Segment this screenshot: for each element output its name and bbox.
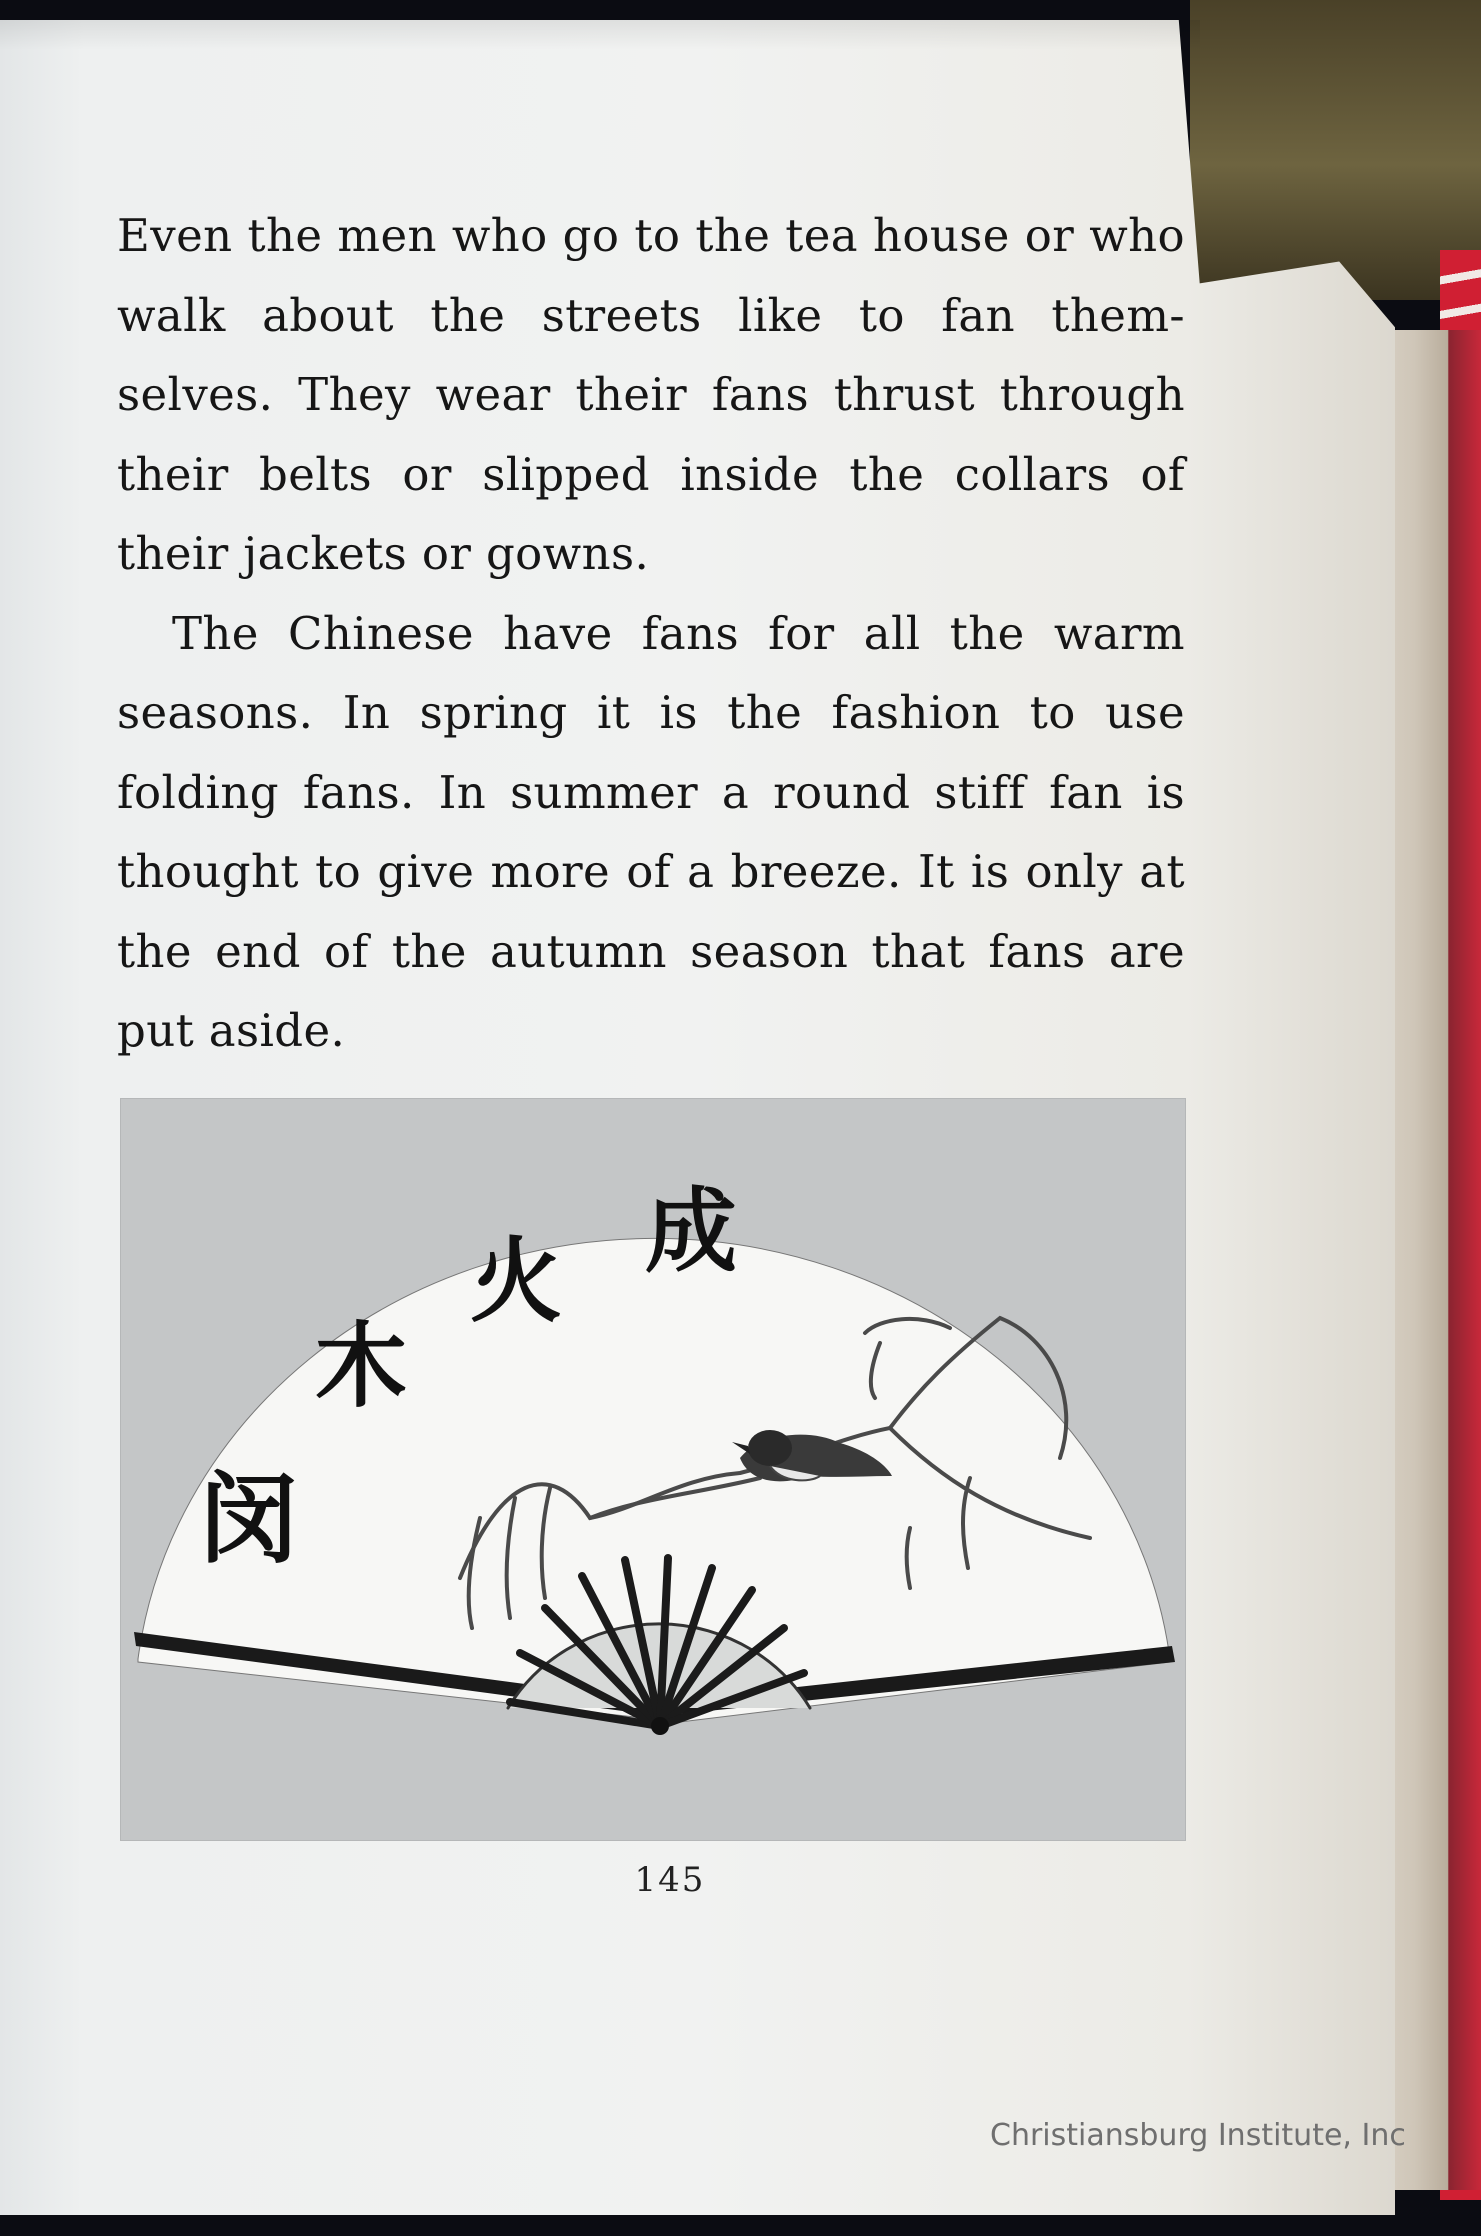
fan-drawing bbox=[120, 1098, 1186, 1841]
calligraphy-char-3: 火 bbox=[470, 1227, 563, 1335]
background-book bbox=[1190, 0, 1481, 300]
fan-rivet bbox=[651, 1717, 669, 1735]
page-number: 145 bbox=[634, 1860, 706, 1900]
calligraphy-char-2: 木 bbox=[315, 1312, 408, 1420]
page-body-text bbox=[117, 196, 1185, 1071]
calligraphy-char-1: 闵 bbox=[200, 1462, 299, 1577]
paragraph-1: Even the men who go to the tea house or who walk about the streets like to fan them-selves. They wear their fans thrust through their belts or slipped inside the collars of their jackets or gowns. bbox=[117, 209, 1185, 580]
calligraphy-char-4: 成 bbox=[645, 1177, 738, 1285]
fan-illustration bbox=[120, 1098, 1186, 1841]
watermark-credit: Christiansburg Institute, Inc bbox=[990, 2118, 1406, 2153]
page-shadow bbox=[0, 20, 1200, 50]
paragraph-2: The Chinese have fans for all the warm seasons. In spring it is the fashion to use folding fans. In summer a round stiff fan is thought to give more of a breeze. It is only at the end of the autumn season that fans are put aside. bbox=[117, 606, 1185, 1057]
